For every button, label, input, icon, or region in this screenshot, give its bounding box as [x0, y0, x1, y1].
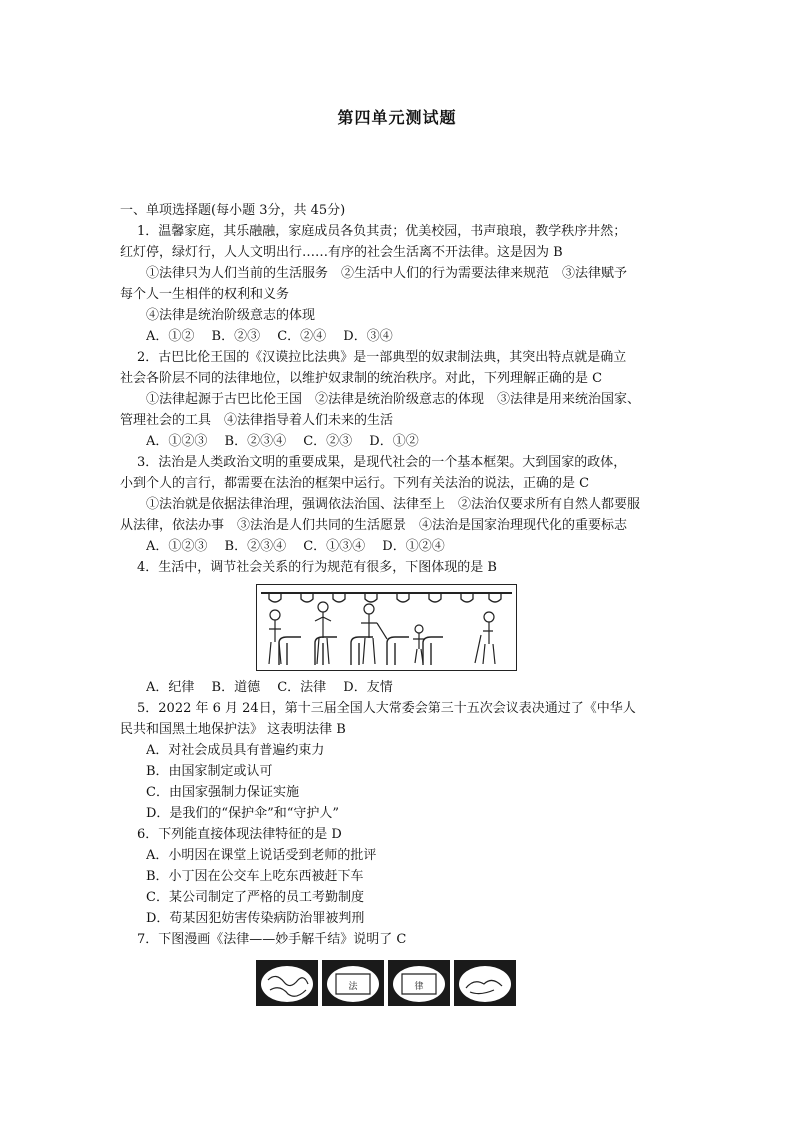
law-comic-strip: [256, 960, 518, 1006]
q2-option2: 管理社会的工具 ④法律指导着人们未来的生活: [120, 413, 394, 428]
q1-line1: 1．温馨家庭，其乐融融，家庭成员各负其责；优美校园，书声琅琅，教学秩序井然；: [137, 224, 627, 239]
q1-option1: ①法律只为人们当前的生活服务 ②生活中人们的行为需要法律来规范 ③法律赋予: [146, 266, 628, 281]
q5-choice-d: D．是我们的“保护伞”和“守护人”: [146, 806, 340, 821]
q7-line1: 7．下图漫画《法律——妙手解千结》说明了 C: [137, 932, 407, 947]
q2-option1: ①法律起源于古巴比伦王国 ②法律是统治阶级意志的体现 ③法律是用来统治国家、: [146, 392, 641, 407]
q6-choice-d: D．苟某因犯妨害传染病防治罪被判刑: [146, 911, 365, 926]
page-title: 第四单元测试题: [337, 108, 457, 127]
comic-panels: [256, 960, 518, 1006]
q3-line2: 小到个人的言行，都需要在法治的框架中运行。下列有关法治的说法，正确的是 C: [120, 476, 590, 491]
q3-line1: 3．法治是人类政治文明的重要成果，是现代社会的一个基本框架。大到国家的政体，: [137, 455, 627, 470]
q2-line2: 社会各阶层不同的法律地位，以维护奴隶制的统治秩序。对此，下列理解正确的是 C: [120, 371, 603, 386]
q5-line1: 5．2022 年 6 月 24日，第十三届全国人大常委会第三十五次会议表决通过了《中华人: [137, 701, 636, 716]
comic-panel2-label: 法: [348, 982, 358, 992]
q3-option2: 从法律，依法办事 ③法治是人们共同的生活愿景 ④法治是国家治理现代化的重要标志: [120, 518, 628, 533]
q2-line1: 2．古巴比伦王国的《汉谟拉比法典》是一部典型的奴隶制法典，其突出特点就是确立: [137, 350, 627, 365]
q1-option3: ④法律是统治阶级意志的体现: [146, 308, 316, 323]
bus-seat-illustration: [256, 584, 517, 671]
q5-line2: 民共和国黑土地保护法》 这表明法律 B: [120, 722, 346, 737]
q6-choice-b: B．小丁因在公交车上吃东西被赶下车: [146, 869, 364, 884]
q1-choices: A．①② B．②③ C．②④ D．③④: [146, 329, 393, 344]
q5-choice-b: B．由国家制定或认可: [146, 764, 273, 779]
q1-line2: 红灯停，绿灯行，人人文明出行……有序的社会生活离不开法律。这是因为 B: [120, 245, 563, 260]
bus-scene-drawing: [257, 585, 516, 670]
q6-choice-a: A．小明因在课堂上说话受到老师的批评: [146, 848, 377, 863]
q6-line1: 6．下列能直接体现法律特征的是 D: [137, 827, 342, 842]
question-content: [120, 200, 676, 1006]
q2-choices: A．①②③ B．②③④ C．②③ D．①②: [146, 434, 419, 449]
q4-line1: 4．生活中，调节社会关系的行为规范有很多，下图体现的是 B: [137, 560, 497, 575]
q5-choice-c: C．由国家强制力保证实施: [146, 785, 299, 800]
q4-choices: A．纪律 B．道德 C．法律 D．友情: [146, 680, 393, 695]
q5-choice-a: A．对社会成员具有普遍约束力: [146, 743, 325, 758]
q1-option2: 每个人一生相伴的权利和义务: [120, 287, 290, 302]
q3-choices: A．①②③ B．②③④ C．①③④ D．①②④: [146, 539, 445, 554]
comic-panel3-label: 律: [414, 982, 424, 992]
q6-choice-c: C．某公司制定了严格的员工考勤制度: [146, 890, 364, 905]
q3-option1: ①法治就是依据法律治理，强调依法治国、法律至上 ②法治仅要求所有自然人都要服: [146, 497, 641, 512]
section-heading: 一、单项选择题(每小题 3分，共 45分): [120, 203, 346, 218]
